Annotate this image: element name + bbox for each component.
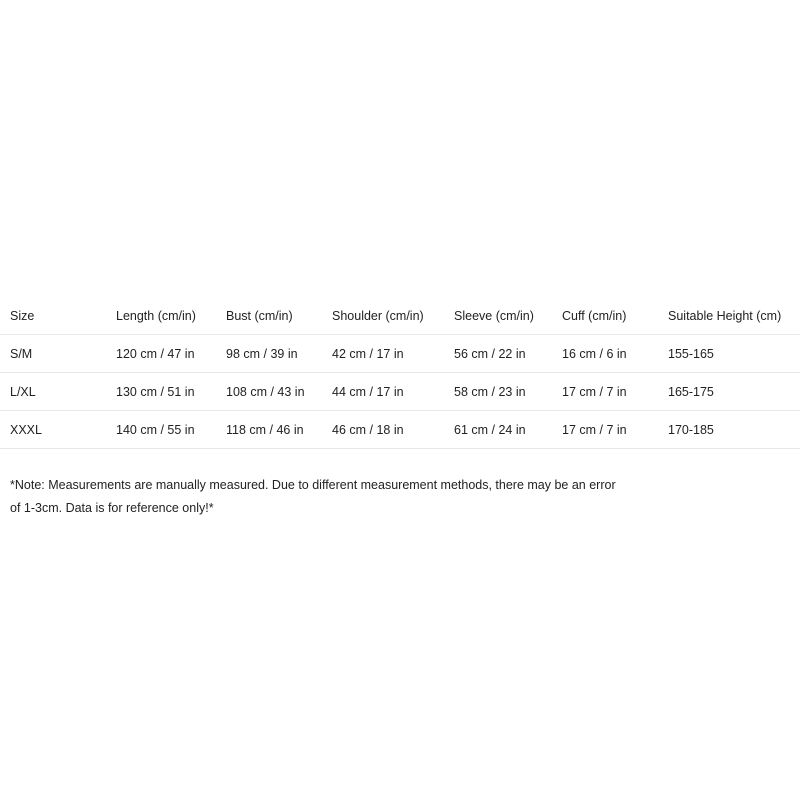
cell-shoulder: 42 cm / 17 in xyxy=(332,346,404,361)
table-row xyxy=(0,411,800,449)
header-cuff: Cuff (cm/in) xyxy=(562,308,627,323)
cell-size: XXXL xyxy=(10,422,42,437)
table-row xyxy=(0,335,800,373)
cell-sleeve: 56 cm / 22 in xyxy=(454,346,526,361)
header-sleeve: Sleeve (cm/in) xyxy=(454,308,534,323)
cell-shoulder: 44 cm / 17 in xyxy=(332,384,404,399)
cell-length: 140 cm / 55 in xyxy=(116,422,195,437)
cell-shoulder: 46 cm / 18 in xyxy=(332,422,404,437)
cell-cuff: 16 cm / 6 in xyxy=(562,346,627,361)
header-length: Length (cm/in) xyxy=(116,308,196,323)
table-row xyxy=(0,373,800,411)
cell-length: 120 cm / 47 in xyxy=(116,346,195,361)
header-bust: Bust (cm/in) xyxy=(226,308,293,323)
cell-suitable-height: 165-175 xyxy=(668,384,714,399)
header-shoulder: Shoulder (cm/in) xyxy=(332,308,424,323)
table-header-row xyxy=(0,297,800,335)
cell-sleeve: 58 cm / 23 in xyxy=(454,384,526,399)
size-chart-table xyxy=(0,297,800,449)
cell-suitable-height: 170-185 xyxy=(668,422,714,437)
header-size: Size xyxy=(10,308,35,323)
cell-suitable-height: 155-165 xyxy=(668,346,714,361)
cell-cuff: 17 cm / 7 in xyxy=(562,384,627,399)
header-suitable-height: Suitable Height (cm) xyxy=(668,308,782,323)
cell-sleeve: 61 cm / 24 in xyxy=(454,422,526,437)
cell-size: L/XL xyxy=(10,384,36,399)
cell-length: 130 cm / 51 in xyxy=(116,384,195,399)
cell-bust: 98 cm / 39 in xyxy=(226,346,298,361)
cell-bust: 108 cm / 43 in xyxy=(226,384,305,399)
size-chart xyxy=(0,297,800,449)
measurement-note: *Note: Measurements are manually measured. Due to different measurement methods, there may be an error of 1-3cm. Data is for reference only!* xyxy=(10,477,616,515)
cell-cuff: 17 cm / 7 in xyxy=(562,422,627,437)
cell-bust: 118 cm / 46 in xyxy=(226,422,304,437)
cell-size: S/M xyxy=(10,346,33,361)
